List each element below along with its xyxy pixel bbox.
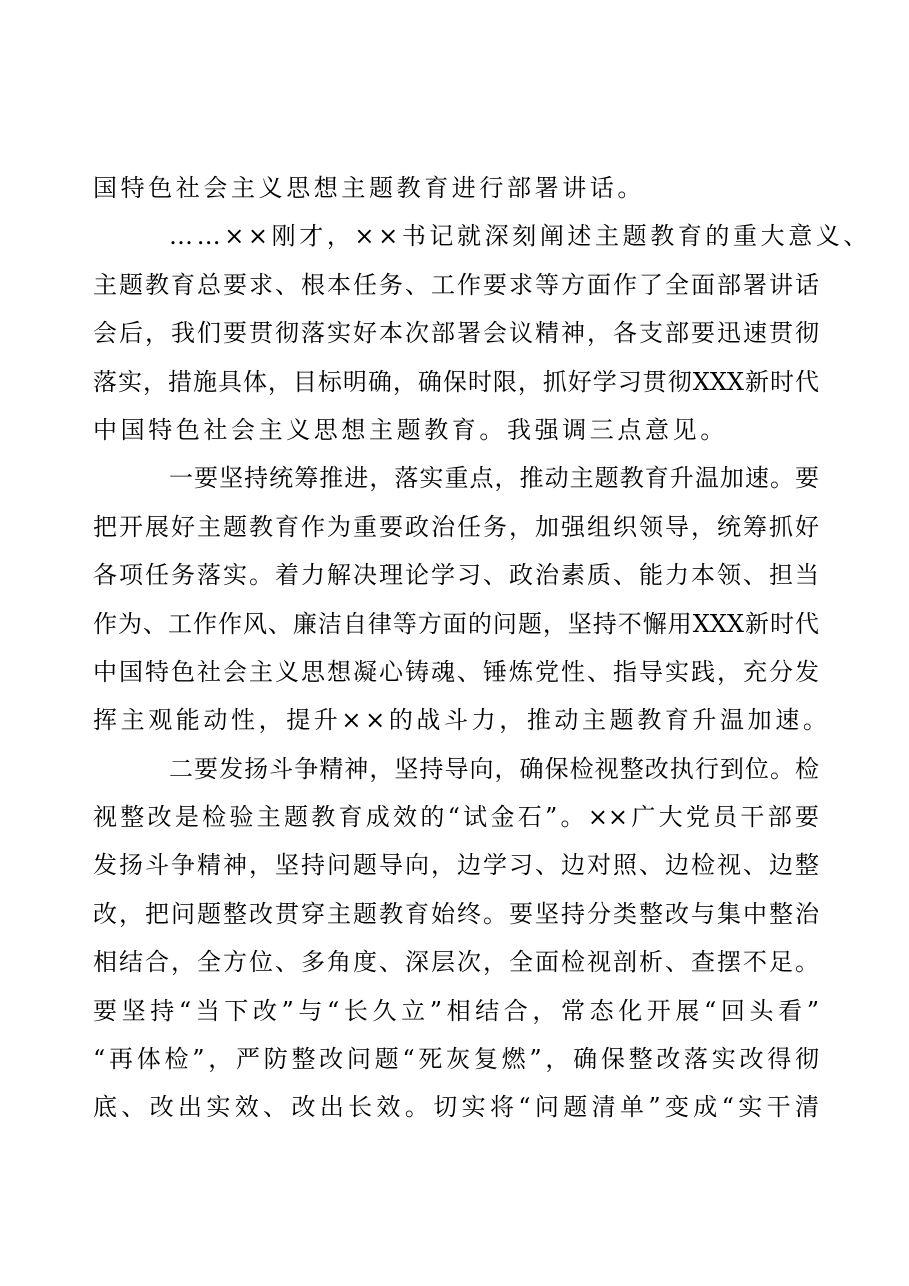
text-line: 主题教育总要求、根本任务、工作要求等方面作了全面部署讲话 (93, 270, 819, 299)
text-line: 各项任务落实。着力解决理论学习、政治素质、能力本领、担当 (93, 561, 819, 590)
text-line: 挥主观能动性，提升××的战斗力，推动主题教育升温加速。 (93, 706, 831, 735)
text-line: 国特色社会主义思想主题教育进行部署讲话。 (93, 174, 645, 202)
paragraph-start-line: 一要坚持统筹推进，落实重点，推动主题教育升温加速。要 (169, 464, 819, 493)
text-line: 把开展好主题教育作为重要政治任务，加强组织领导，统筹抓好 (93, 512, 819, 541)
text-line: 落实，措施具体，目标明确，确保时限，抓好学习贯彻XXX新时代 (93, 367, 819, 396)
text-line: 中国特色社会主义思想主题教育。我强调三点意见。 (93, 415, 728, 444)
text-line: 会后，我们要贯彻落实好本次部署会议精神，各支部要迅速贯彻 (93, 319, 819, 348)
text-line: 中国特色社会主义思想凝心铸魂、锤炼党性、指导实践，充分发 (93, 657, 819, 686)
text-line: 相结合，全方位、多角度、深层次，全面检视剖析、查摆不足。 (93, 948, 819, 977)
text-line: 视整改是检验主题教育成效的“试金石”。××广大党员干部要 (93, 803, 819, 832)
text-line: 改，把问题整改贯穿主题教育始终。要坚持分类整改与集中整治 (93, 899, 819, 928)
text-line: 作为、工作作风、廉洁自律等方面的问题，坚持不懈用XXX新时代 (93, 609, 819, 638)
text-line: 底、改出实效、改出长效。切实将“问题清单”变成“实干清 (93, 1093, 819, 1122)
text-line: “再体检”，严防整改问题“死灰复燃”，确保整改落实改得彻 (93, 1045, 819, 1074)
text-line: 要坚持“当下改”与“长久立”相结合，常态化开展“回头看” (93, 996, 819, 1025)
text-line: 发扬斗争精神，坚持问题导向，边学习、边对照、边检视、边整 (93, 851, 819, 880)
text-line: ……××刚才，××书记就深刻阐述主题教育的重大意义、 (169, 222, 872, 251)
paragraph-start-line: 二要发扬斗争精神，坚持导向，确保检视整改执行到位。检 (169, 754, 819, 783)
document-body (93, 164, 872, 1132)
